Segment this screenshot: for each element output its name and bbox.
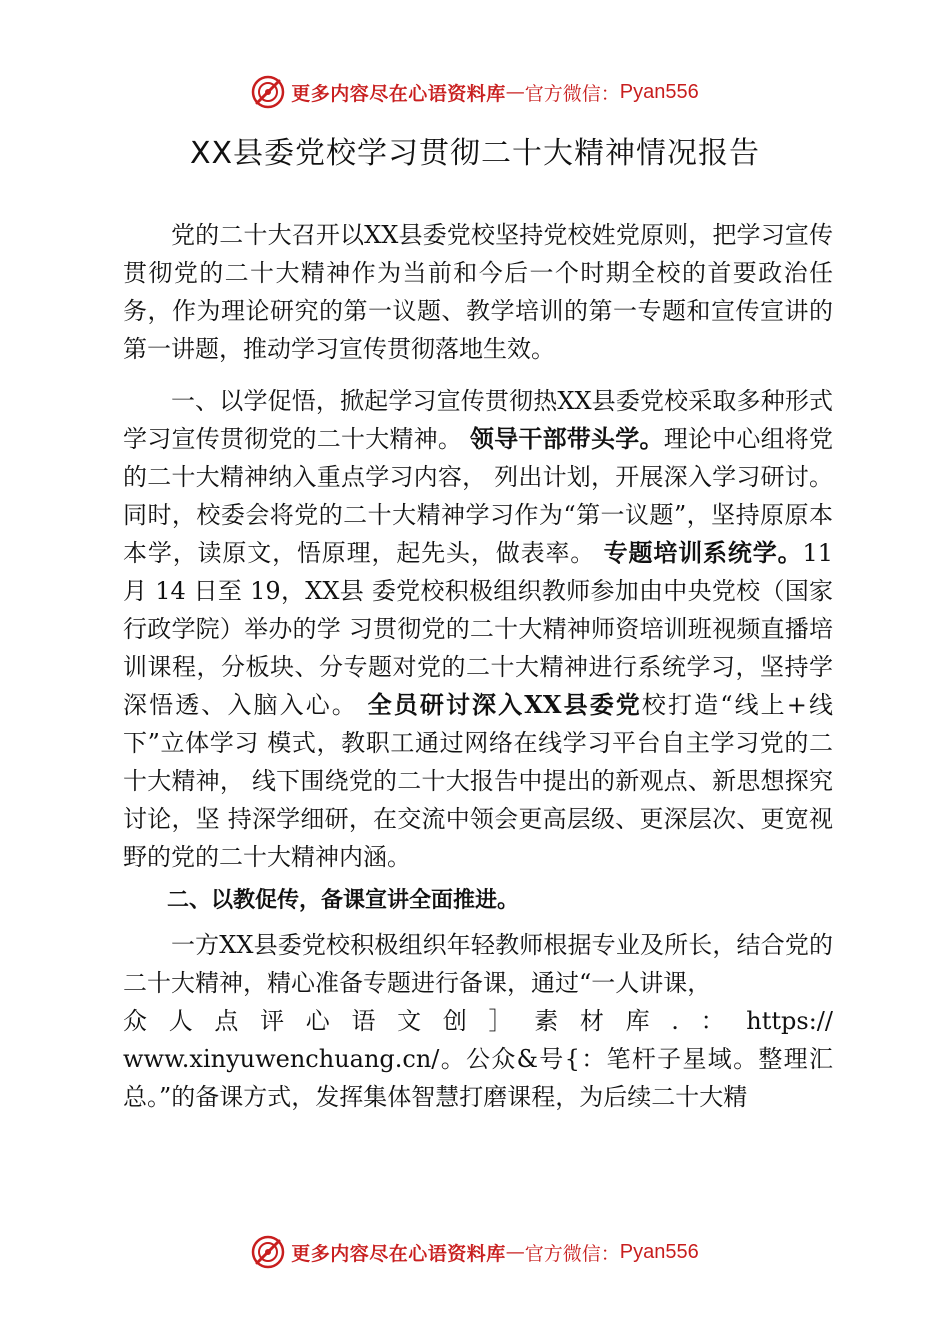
paragraph-intro: 党的二十大召开以XX县委党校坚持党校姓党原则，把学习宣传贯彻党的二十大精神作为当前和今后一个时期全校的首要政治任务，作为理论研究的第一议题、教学培训的第一专题和宣传宣讲的第一讲题，推动学习宣传贯彻落地生效。 — [123, 221, 833, 363]
brand-logo-icon — [251, 1235, 285, 1269]
watermark-main-text: 更多内容尽在心语资料库 — [291, 1242, 506, 1265]
section-one-discussion-text: 校打造“线上+线下”立体学习 模式，教职工通过网络在线学习平台自主学习党的二十大精神， 线下围绕党的二十大报告中提出的新观点、新思想探究讨论，坚 持深学细研，在交流中领会更高层级、更深层次、更宽视野的党的二十大精神内涵。 — [123, 691, 833, 871]
watermark-handle: Pyan556 — [619, 80, 699, 103]
subheading-discussion-org: XX县委党 — [524, 690, 642, 719]
document-title: XX县委党校学习贯彻二十大精神情况报告 — [189, 136, 761, 171]
spread-char: 点 — [214, 1007, 239, 1035]
section-one-intro: 一、以学促悟，掀起学习宣传贯彻热XX县委党校采取多种形式学习宣传贯彻党的二十大精神。 — [123, 387, 833, 453]
paragraph-section-one — [123, 382, 833, 876]
spread-char: ： — [700, 1007, 725, 1035]
watermark-contact-label: 官方微信： — [524, 1242, 620, 1265]
section-two-heading: 二、以教促传，备课宣讲全面推进。 — [167, 888, 520, 913]
subheading-discussion: 全员研讨深入 — [367, 690, 525, 719]
watermark-contact-label: 官方微信： — [524, 82, 620, 105]
spread-char: 人 — [168, 1007, 193, 1035]
watermark-handle: Pyan556 — [619, 1240, 699, 1263]
paragraph-section-two-cont: www.xinyuwenchuang.cn/。公众&号{：笔杆子星域。整理汇总。”的备课方式，发挥集体智慧打磨课程，为后续二十大精 — [123, 1045, 833, 1111]
watermark-separator: — — [505, 1241, 525, 1263]
spread-char: 心 — [305, 1007, 330, 1035]
spread-char: 文 — [397, 1007, 422, 1035]
spread-text-line — [123, 1002, 833, 1040]
spread-char: 评 — [260, 1007, 285, 1035]
watermark-main-text: 更多内容尽在心语资料库 — [291, 82, 506, 105]
paragraph-section-two: 一方XX县委党校积极组织年轻教师根据专业及所长，结合党的二十大精神，精心准备专题进行备课，通过“一人讲课， — [123, 931, 833, 997]
subheading-training: 专题培训系统学。 — [603, 538, 803, 567]
section-one-training-text: 11 月 14 日至 19，XX县 委党校积极组织教师参加由中央党校（国家行政学院）举办的学 习贯彻党的二十大精神师资培训班视频直播培训课程，分板块、分专题对党的二十大精神进行系统学习，坚持学深悟透、入脑入心。 — [123, 539, 833, 719]
brand-logo-icon — [251, 75, 285, 109]
spread-char: . — [671, 1007, 679, 1035]
watermark-separator: — — [505, 81, 525, 103]
spread-char: 创 — [442, 1007, 467, 1035]
spread-char: https:// — [746, 1007, 833, 1035]
watermark-banner-top — [0, 72, 950, 112]
subheading-leaders: 领导干部带头学。 — [469, 424, 664, 453]
spread-char: ］ — [488, 1007, 513, 1035]
spread-char: 材 — [579, 1007, 604, 1035]
document-body — [123, 216, 833, 1116]
section-one-leaders-text: 理论中心组将党的二十大精神纳入重点学习内容， 列出计划，开展深入学习研讨。同时，校委会将党的二十大精神学习作为“第一议题”，坚持原原本本学，读原文，悟原理，起先头，做表率。 — [123, 425, 834, 567]
spread-char: 语 — [351, 1007, 376, 1035]
spread-char: 素 — [534, 1007, 559, 1035]
spread-char: 库 — [625, 1007, 650, 1035]
watermark-banner-bottom — [0, 1232, 950, 1272]
spread-char: 众 — [123, 1007, 147, 1035]
